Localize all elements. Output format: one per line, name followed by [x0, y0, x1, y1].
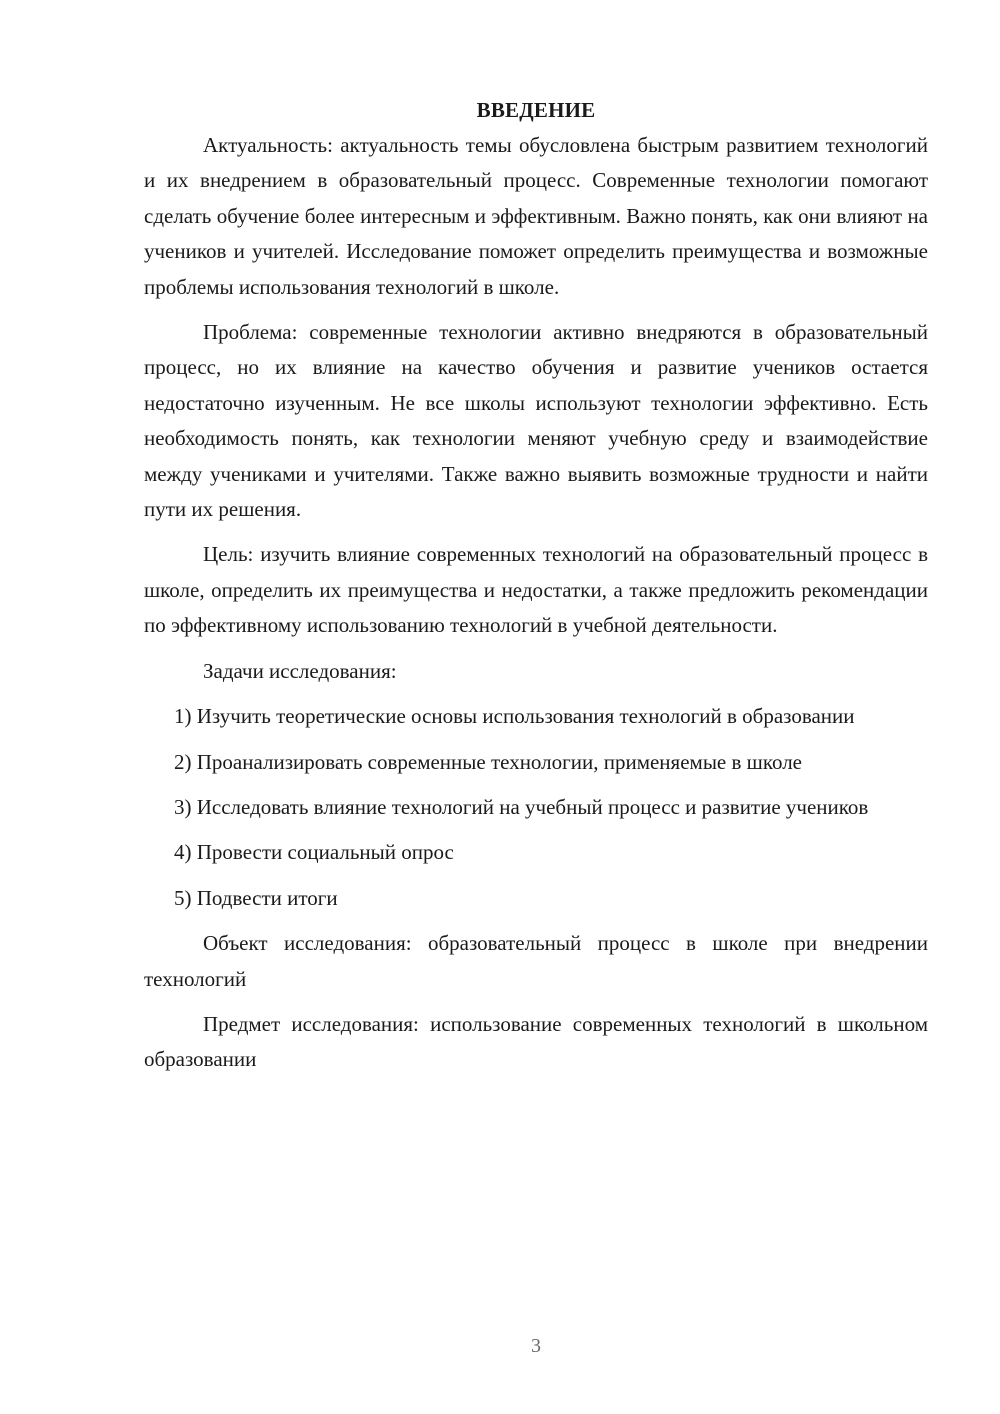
- tasks-heading: Задачи исследования:: [203, 658, 397, 683]
- relevance-paragraph: Актуальность: актуальность темы обусловлена быстрым развитием технологий и их внедрением в образовательный процесс. Современные технологии помогают сделать обучение более интересным и эффективным. Важно понять, как они влияют на учеников и учителей. Исследование поможет определить преимущества и возможные проблемы использования технологий в школе.: [144, 133, 928, 299]
- task-item: 1) Изучить теоретические основы использования технологий в образовании: [174, 704, 855, 729]
- task-item: 5) Подвести итоги: [174, 885, 338, 910]
- subject-paragraph: Предмет исследования: использование современных технологий в школьном образовании: [144, 1011, 928, 1072]
- page-number: 3: [531, 1335, 541, 1357]
- task-item: 3) Исследовать влияние технологий на учебный процесс и развитие учеников: [174, 794, 869, 819]
- goal-paragraph: Цель: изучить влияние современных технологий на образовательный процесс в школе, определить их преимущества и недостатки, а также предложить рекомендации по эффективному использованию технологий в учебной деятельности.: [144, 542, 928, 638]
- object-paragraph: Объект исследования: образовательный процесс в школе при внедрении технологий: [144, 931, 928, 991]
- section-title: ВВЕДЕНИЕ: [476, 98, 596, 122]
- task-item: 4) Провести социальный опрос: [174, 840, 454, 865]
- page-content: [144, 93, 928, 1078]
- problem-paragraph: Проблема: современные технологии активно внедряются в образовательный процесс, но их влияние на качество обучения и развитие учеников остается недостаточно изученным. Не все школы используют технологии эффективно. Есть необходимость понять, как технологии меняют учебную среду и взаимодействие между учениками и учителями. Также важно выявить возможные трудности и найти пути их решения.: [144, 320, 928, 522]
- task-item: 2) Проанализировать современные технологии, применяемые в школе: [174, 749, 802, 774]
